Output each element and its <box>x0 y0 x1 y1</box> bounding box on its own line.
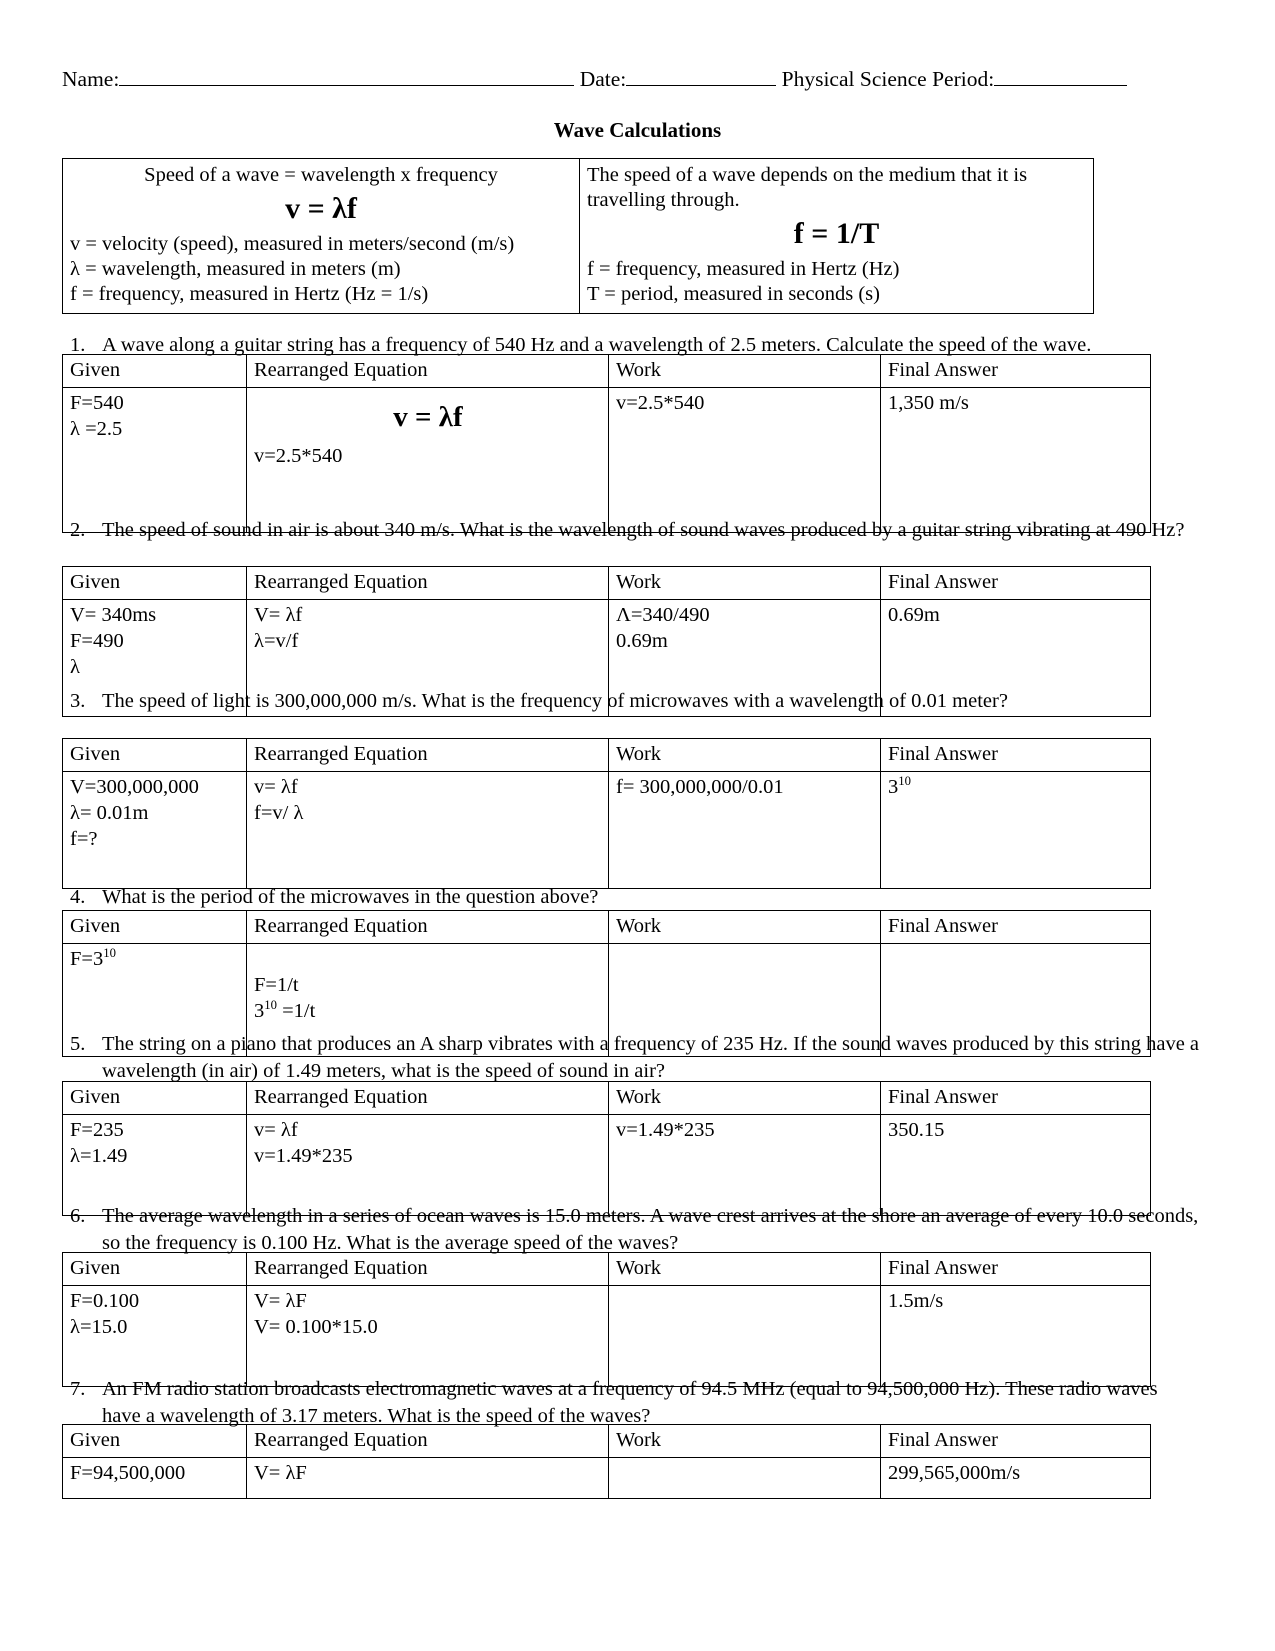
given-base: F=3 <box>70 948 104 970</box>
rearranged-line: v= λf <box>254 776 298 798</box>
question-5-number: 5. <box>70 1033 86 1055</box>
answer-table-1 <box>62 354 1151 533</box>
cell-work-5[interactable] <box>609 1115 881 1216</box>
student-info-header <box>62 66 1142 92</box>
answer-table-6 <box>62 1252 1151 1387</box>
answer-line: 1,350 m/s <box>888 392 969 414</box>
cell-rearranged-1[interactable] <box>247 388 609 533</box>
table-header-row <box>63 739 1151 772</box>
work-line: f= 300,000,000/0.01 <box>616 776 784 798</box>
column-header-work: Work <box>609 1425 881 1458</box>
given-line: λ =2.5 <box>70 418 123 440</box>
table-row <box>63 1115 1151 1216</box>
work-line: v=2.5*540 <box>616 392 705 414</box>
work-line: Λ=340/490 <box>616 604 710 626</box>
question-4 <box>70 884 1190 911</box>
column-header-answer: Final Answer <box>881 1253 1151 1286</box>
answer-line: 1.5m/s <box>888 1290 944 1312</box>
column-header-given: Given <box>63 355 247 388</box>
rearranged-line: F=1/t <box>254 974 299 996</box>
formula-cell-wave-speed <box>63 159 580 313</box>
date-blank-line[interactable] <box>626 67 776 86</box>
rearranged-tail: =1/t <box>276 1000 316 1022</box>
column-header-given: Given <box>63 567 247 600</box>
table-row <box>63 772 1151 889</box>
answer-table-7 <box>62 1424 1151 1499</box>
table-header-row <box>63 355 1151 388</box>
rearranged-base: 3 <box>254 1000 265 1022</box>
rearranged-line: v= λf <box>254 1119 298 1141</box>
column-header-rearranged: Rearranged Equation <box>247 355 609 388</box>
answer-table-3 <box>62 738 1151 889</box>
formula-left-line-2: λ = wavelength, measured in meters (m) <box>70 258 401 280</box>
formula-equation-f-1-over-t: f = 1/T <box>793 217 880 250</box>
question-7-number: 7. <box>70 1378 86 1400</box>
question-6 <box>70 1203 1220 1257</box>
column-header-answer: Final Answer <box>881 355 1151 388</box>
cell-rearranged-7[interactable] <box>247 1458 609 1499</box>
rearranged-line: v=2.5*540 <box>254 445 343 467</box>
question-6-number: 6. <box>70 1205 86 1227</box>
formula-right-line-1: f = frequency, measured in Hertz (Hz) <box>587 258 900 280</box>
column-header-work: Work <box>609 355 881 388</box>
period-blank-line[interactable] <box>994 67 1127 86</box>
rearranged-line: V= λF <box>254 1462 307 1484</box>
given-line: F=490 <box>70 630 124 652</box>
cell-given-1[interactable] <box>63 388 247 533</box>
rearranged-line <box>254 998 602 1024</box>
column-header-given: Given <box>63 739 247 772</box>
answer-base: 3 <box>888 776 899 798</box>
table-row <box>63 388 1151 533</box>
question-6-text: The average wavelength in a series of ocean waves is 15.0 meters. A wave crest arrives at the shore an average of every 10.0 seconds, so the frequency is 0.100 Hz. What is the average speed of the waves? <box>102 1205 1199 1254</box>
cell-answer-3[interactable] <box>881 772 1151 889</box>
page-title: Wave Calculations <box>553 118 722 142</box>
question-5-text: The string on a piano that produces an A sharp vibrates with a frequency of 235 Hz. If the sound waves produced by this string have a wavelength (in air) of 1.49 meters, what is the speed of sound in air? <box>102 1033 1200 1082</box>
cell-given-6[interactable] <box>63 1286 247 1387</box>
table-row <box>63 1286 1151 1387</box>
answer-line: 299,565,000m/s <box>888 1462 1021 1484</box>
question-3-text: The speed of light is 300,000,000 m/s. What is the frequency of microwaves with a wavelength of 0.01 meter? <box>102 690 1008 712</box>
column-header-rearranged: Rearranged Equation <box>247 1425 609 1458</box>
given-line: V=300,000,000 <box>70 776 199 798</box>
column-header-work: Work <box>609 1253 881 1286</box>
given-line: V= 340ms <box>70 604 157 626</box>
table-header-row <box>63 567 1151 600</box>
cell-rearranged-3[interactable] <box>247 772 609 889</box>
given-line: λ= 0.01m <box>70 802 149 824</box>
given-line <box>70 946 240 972</box>
column-header-rearranged: Rearranged Equation <box>247 1082 609 1115</box>
column-header-work: Work <box>609 911 881 944</box>
given-line: F=235 <box>70 1119 124 1141</box>
given-line: λ <box>70 656 80 678</box>
period-label: Physical Science Period: <box>781 67 995 91</box>
column-header-work: Work <box>609 1082 881 1115</box>
cell-rearranged-5[interactable] <box>247 1115 609 1216</box>
table-row <box>63 1458 1151 1499</box>
question-4-text: What is the period of the microwaves in the question above? <box>102 886 599 908</box>
question-7-text: An FM radio station broadcasts electromagnetic waves at a frequency of 94.5 MHz (equal to 94,500,000 Hz). These radio waves have a wavelength of 3.17 meters. What is the speed of the waves? <box>102 1378 1158 1427</box>
spacer-line <box>254 946 602 972</box>
rearranged-line: V= 0.100*15.0 <box>254 1316 378 1338</box>
date-label: Date: <box>579 67 627 91</box>
given-line: λ=15.0 <box>70 1316 128 1338</box>
cell-work-3[interactable] <box>609 772 881 889</box>
table-header-row <box>63 1425 1151 1458</box>
table-header-row <box>63 1082 1151 1115</box>
column-header-answer: Final Answer <box>881 1082 1151 1115</box>
answer-line: 350.15 <box>888 1119 945 1141</box>
table-header-row <box>63 1253 1151 1286</box>
question-1-text: A wave along a guitar string has a frequency of 540 Hz and a wavelength of 2.5 meters. Calculate the speed of the wave. <box>102 334 1092 356</box>
answer-exponent: 10 <box>898 774 911 789</box>
rearranged-exponent: 10 <box>264 998 277 1013</box>
cell-given-3[interactable] <box>63 772 247 889</box>
column-header-given: Given <box>63 1425 247 1458</box>
given-exponent: 10 <box>103 946 116 961</box>
work-line: v=1.49*235 <box>616 1119 715 1141</box>
rearranged-line: V= λf <box>254 604 303 626</box>
column-header-work: Work <box>609 739 881 772</box>
rearranged-line: V= λF <box>254 1290 307 1312</box>
name-label: Name: <box>62 67 120 91</box>
question-1-number: 1. <box>70 334 86 356</box>
answer-line <box>888 774 1144 800</box>
cell-answer-6[interactable] <box>881 1286 1151 1387</box>
rearranged-line: f=v/ λ <box>254 802 304 824</box>
cell-answer-1[interactable] <box>881 388 1151 533</box>
work-line: 0.69m <box>616 630 668 652</box>
formula-right-line-2: T = period, measured in seconds (s) <box>587 283 880 305</box>
cell-work-1[interactable] <box>609 388 881 533</box>
column-header-answer: Final Answer <box>881 1425 1151 1458</box>
formula-heading-left: Speed of a wave = wavelength x frequency <box>144 164 498 186</box>
cell-given-7[interactable] <box>63 1458 247 1499</box>
formula-left-line-3: f = frequency, measured in Hertz (Hz = 1/s) <box>70 283 429 305</box>
question-5 <box>70 1031 1200 1085</box>
question-7 <box>70 1376 1200 1430</box>
formula-equation-v-lambda-f: v = λf <box>285 192 357 225</box>
column-header-rearranged: Rearranged Equation <box>247 1253 609 1286</box>
column-header-given: Given <box>63 1253 247 1286</box>
column-header-rearranged: Rearranged Equation <box>247 739 609 772</box>
name-blank-line[interactable] <box>119 67 574 86</box>
given-line: F=0.100 <box>70 1290 140 1312</box>
question-4-number: 4. <box>70 886 86 908</box>
column-header-given: Given <box>63 1082 247 1115</box>
question-2-text: The speed of sound in air is about 340 m/s. What is the wavelength of sound waves produced by a guitar string vibrating at 490 Hz? <box>102 519 1185 541</box>
question-3-number: 3. <box>70 690 86 712</box>
cell-given-5[interactable] <box>63 1115 247 1216</box>
formula-reference-box <box>62 158 1094 314</box>
question-3 <box>70 688 1190 715</box>
answer-table-5 <box>62 1081 1151 1216</box>
given-line: F=94,500,000 <box>70 1462 186 1484</box>
answer-line: 0.69m <box>888 604 940 626</box>
cell-work-7[interactable] <box>609 1458 881 1499</box>
rearranged-line: v=1.49*235 <box>254 1145 353 1167</box>
rearranged-line: λ=v/f <box>254 630 299 652</box>
column-header-answer: Final Answer <box>881 911 1151 944</box>
column-header-rearranged: Rearranged Equation <box>247 567 609 600</box>
rearranged-equation-display: v = λf <box>393 401 463 433</box>
cell-rearranged-6[interactable] <box>247 1286 609 1387</box>
cell-answer-7[interactable] <box>881 1458 1151 1499</box>
formula-heading-right: The speed of a wave depends on the medium that it is travelling through. <box>587 164 1028 211</box>
given-line: F=540 <box>70 392 124 414</box>
column-header-work: Work <box>609 567 881 600</box>
given-line: λ=1.49 <box>70 1145 128 1167</box>
formula-left-line-1: v = velocity (speed), measured in meters/second (m/s) <box>70 233 515 255</box>
cell-answer-5[interactable] <box>881 1115 1151 1216</box>
question-2 <box>70 517 1210 544</box>
formula-cell-frequency-period <box>580 159 1093 313</box>
cell-work-6[interactable] <box>609 1286 881 1387</box>
column-header-answer: Final Answer <box>881 739 1151 772</box>
column-header-rearranged: Rearranged Equation <box>247 911 609 944</box>
column-header-answer: Final Answer <box>881 567 1151 600</box>
table-header-row <box>63 911 1151 944</box>
column-header-given: Given <box>63 911 247 944</box>
question-2-number: 2. <box>70 519 86 541</box>
given-line: f=? <box>70 828 98 850</box>
